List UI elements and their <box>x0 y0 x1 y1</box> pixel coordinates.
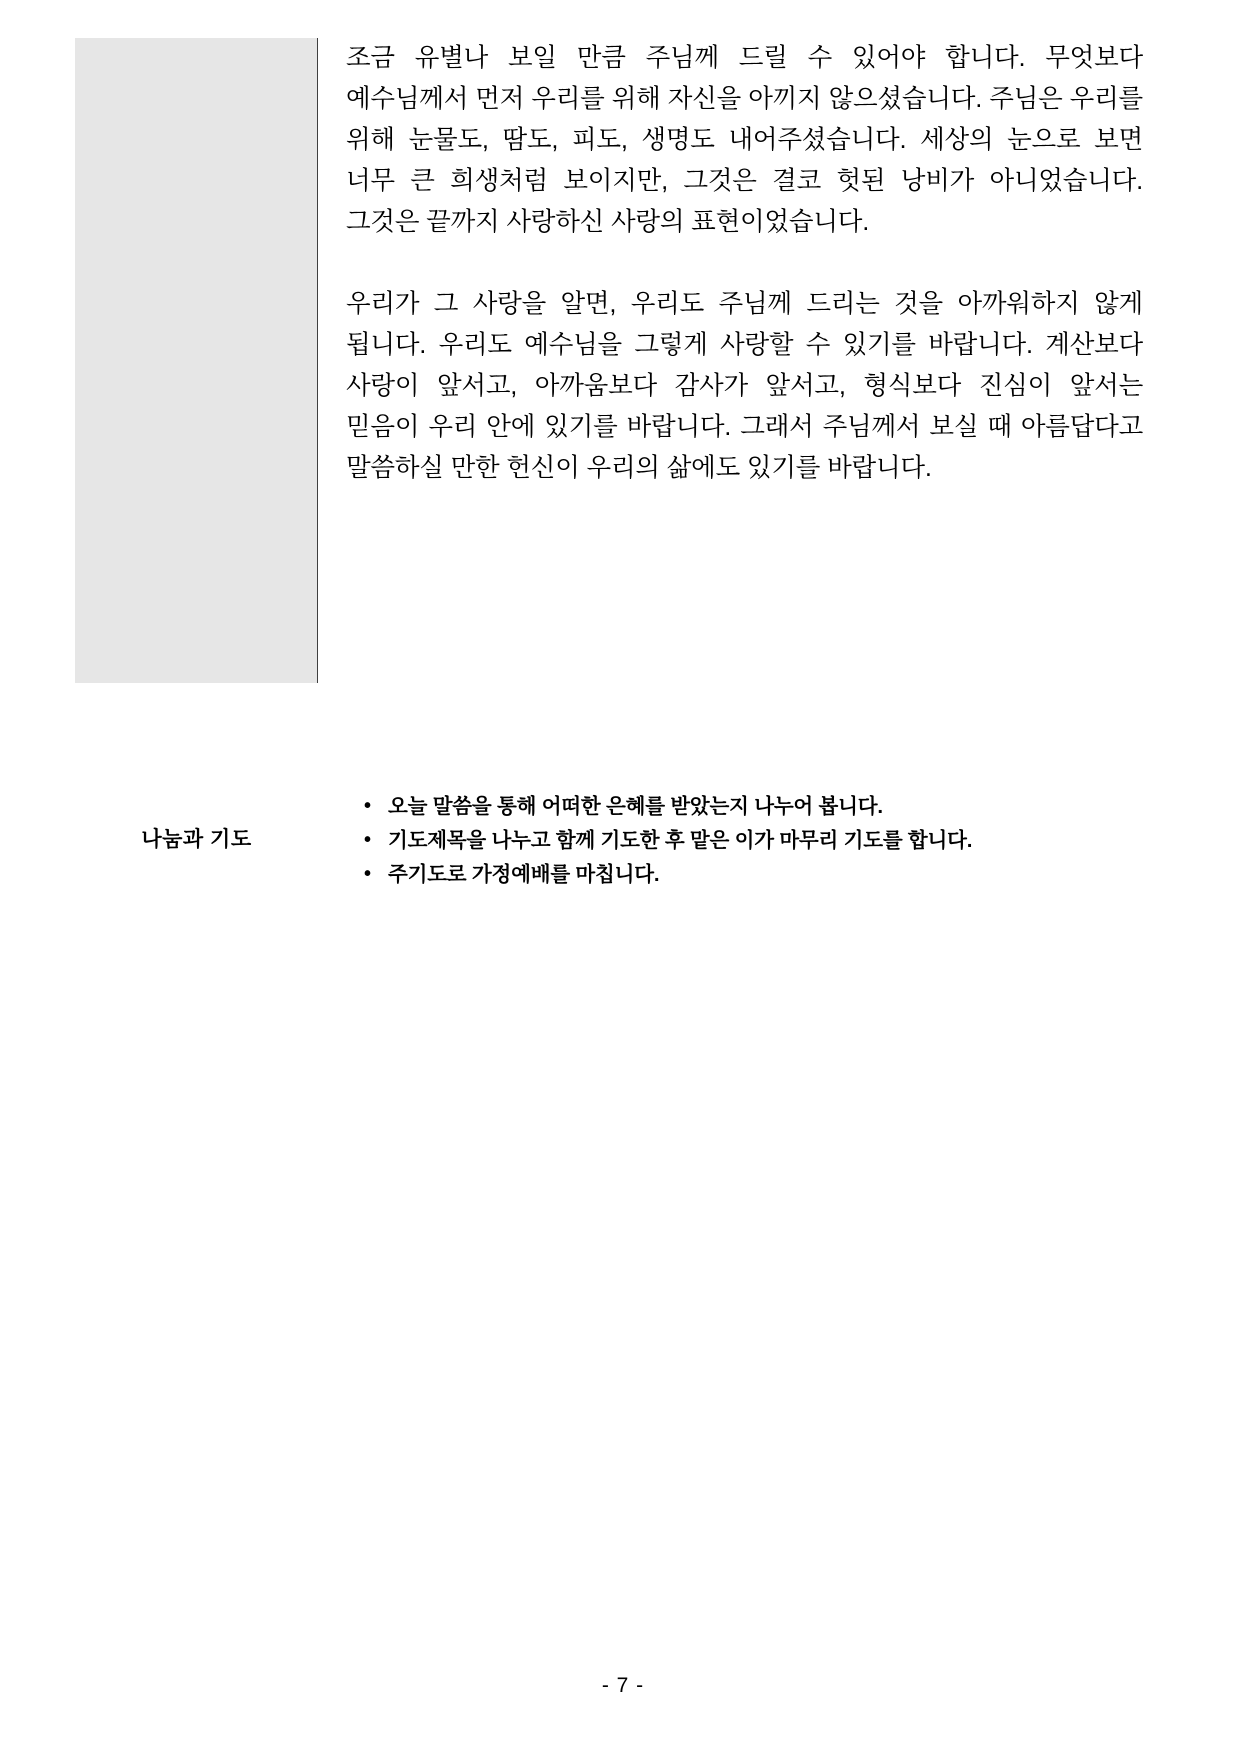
sharing-and-prayer-section <box>75 790 1143 892</box>
page-number: - 7 - <box>601 1674 645 1697</box>
sermon-label-column <box>75 38 318 683</box>
sermon-text-column <box>318 38 1143 683</box>
sharing-list-column <box>318 790 1143 892</box>
sermon-paragraph: 우리가 그 사랑을 알면, 우리도 주님께 드리는 것을 아까워하지 않게 됩니다. 우리도 예수님을 그렇게 사랑할 수 있기를 바랍니다. 계산보다 사랑이 앞서고, 아까움보다 감사가 앞서고, 형식보다 진심이 앞서는 믿음이 우리 안에 있기를 바랍니다. 그래서 주님께서 보실 때 아름답다고 말씀하실 만한 헌신이 우리의 삶에도 있기를 바랍니다. <box>346 290 1143 482</box>
sharing-list <box>346 790 1143 892</box>
sermon-section <box>75 38 1143 683</box>
sharing-label-column <box>75 790 318 853</box>
list-item: • 주기도로 가정예배를 마칩니다. <box>388 858 1143 892</box>
sharing-label: 나눔과 기도 <box>141 828 252 851</box>
list-item: • 기도제목을 나누고 함께 기도한 후 맡은 이가 마무리 기도를 합니다. <box>388 824 1143 858</box>
list-item: • 오늘 말씀을 통해 어떠한 은혜를 받았는지 나누어 봅니다. <box>388 790 1143 824</box>
sermon-paragraph: 조금 유별나 보일 만큼 주님께 드릴 수 있어야 합니다. 무엇보다 예수님께서 먼저 우리를 위해 자신을 아끼지 않으셨습니다. 주님은 우리를 위해 눈물도, 땀도, 피도, 생명도 내어주셨습니다. 세상의 눈으로 보면 너무 큰 희생처럼 보이지만, 그것은 결코 헛된 낭비가 아니었습니다. 그것은 끝까지 사랑하신 사랑의 표현이었습니다. <box>346 44 1143 236</box>
